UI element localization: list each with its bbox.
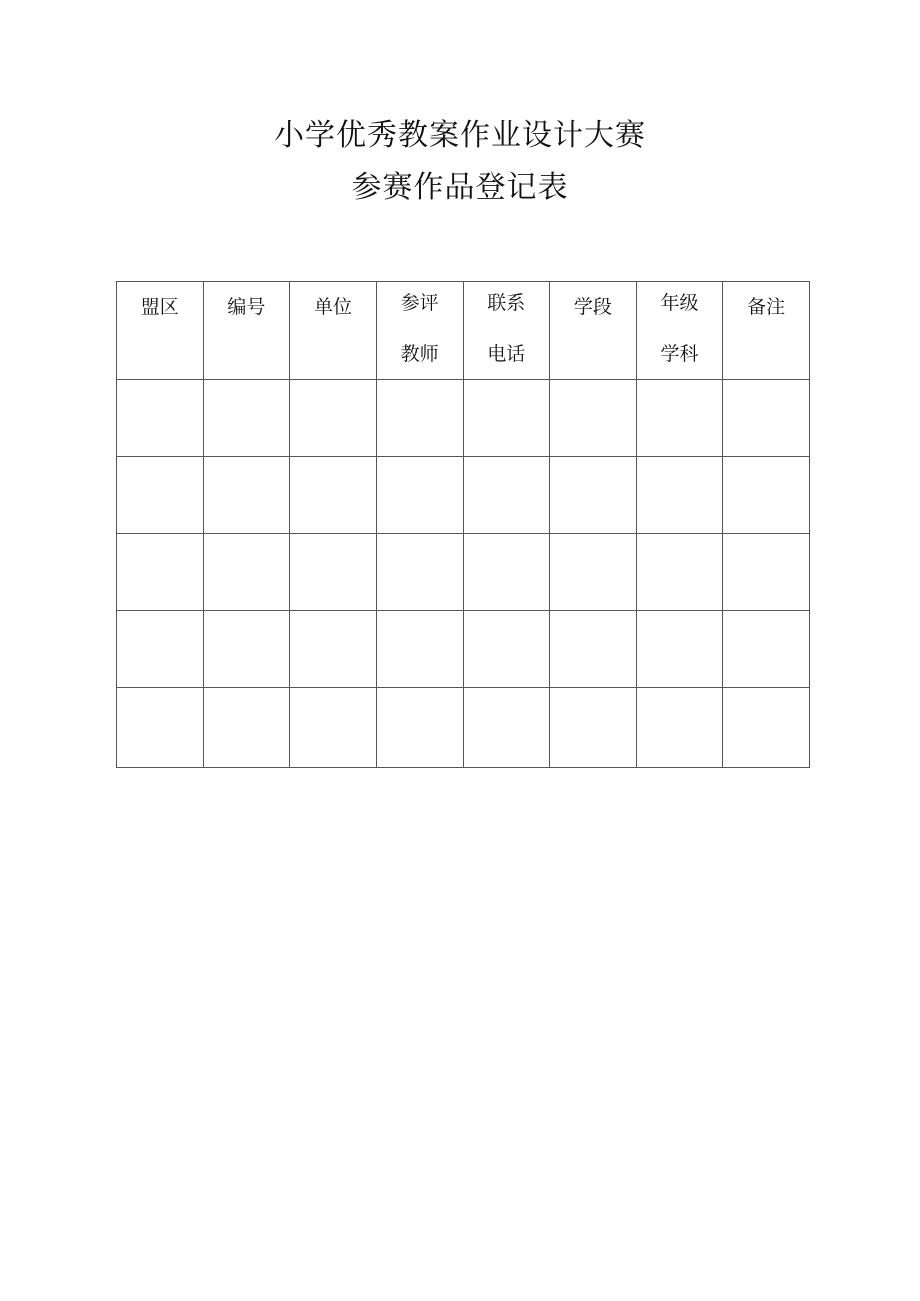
table-cell[interactable] (203, 534, 290, 611)
table-cell[interactable] (117, 457, 204, 534)
header-label: 盟区 (140, 296, 179, 318)
header-label-two-line (637, 282, 723, 367)
table-cell[interactable] (117, 534, 204, 611)
table-body (117, 380, 810, 768)
table-cell[interactable] (290, 611, 377, 688)
header-cell-unit (290, 282, 377, 380)
header-cell-teacher (376, 282, 463, 380)
table-cell[interactable] (723, 688, 810, 768)
table-cell[interactable] (117, 611, 204, 688)
table-cell[interactable] (463, 611, 550, 688)
table-cell[interactable] (550, 534, 637, 611)
header-label-line: 联系 (487, 292, 526, 314)
registration-table (116, 281, 810, 768)
table-cell[interactable] (376, 611, 463, 688)
table-cell[interactable] (550, 457, 637, 534)
header-label-two-line (377, 282, 463, 367)
header-label-line: 学科 (660, 343, 699, 365)
table-cell[interactable] (203, 457, 290, 534)
table-cell[interactable] (117, 380, 204, 457)
table-cell[interactable] (290, 380, 377, 457)
table-cell[interactable] (203, 688, 290, 768)
table-cell[interactable] (290, 688, 377, 768)
table-cell[interactable] (463, 457, 550, 534)
header-label: 学段 (573, 296, 612, 318)
table-cell[interactable] (203, 611, 290, 688)
table-cell[interactable] (376, 457, 463, 534)
document-title (0, 112, 920, 212)
table-cell[interactable] (117, 688, 204, 768)
header-cell-region (117, 282, 204, 380)
header-label-line: 参评 (400, 292, 439, 314)
header-label-line: 年级 (660, 292, 699, 314)
table-row (117, 534, 810, 611)
header-label: 编号 (227, 296, 266, 318)
table-cell[interactable] (723, 380, 810, 457)
header-label-two-line (464, 282, 550, 367)
header-label: 备注 (747, 296, 786, 318)
table-cell[interactable] (636, 457, 723, 534)
table-cell[interactable] (376, 688, 463, 768)
header-label-line: 电话 (487, 343, 526, 365)
table-cell[interactable] (376, 380, 463, 457)
header-cell-number (203, 282, 290, 380)
table-cell[interactable] (550, 611, 637, 688)
table-row (117, 688, 810, 768)
table-cell[interactable] (636, 380, 723, 457)
table-cell[interactable] (463, 380, 550, 457)
table-cell[interactable] (723, 611, 810, 688)
table-cell[interactable] (723, 457, 810, 534)
header-cell-phone (463, 282, 550, 380)
table-cell[interactable] (463, 534, 550, 611)
table-cell[interactable] (636, 688, 723, 768)
title-line-2: 参赛作品登记表 (351, 170, 569, 205)
table-cell[interactable] (203, 380, 290, 457)
table-cell[interactable] (376, 534, 463, 611)
table-cell[interactable] (636, 534, 723, 611)
table-header-row (117, 282, 810, 380)
table-cell[interactable] (463, 688, 550, 768)
header-label: 单位 (314, 296, 353, 318)
table-cell[interactable] (636, 611, 723, 688)
table-row (117, 380, 810, 457)
table-row (117, 457, 810, 534)
table-cell[interactable] (290, 534, 377, 611)
table-cell[interactable] (550, 380, 637, 457)
header-cell-grade-subject (636, 282, 723, 380)
title-line-1: 小学优秀教案作业设计大赛 (274, 118, 646, 153)
table-cell[interactable] (290, 457, 377, 534)
table-cell[interactable] (550, 688, 637, 768)
header-cell-stage (550, 282, 637, 380)
table-row (117, 611, 810, 688)
table-cell[interactable] (723, 534, 810, 611)
header-cell-remarks (723, 282, 810, 380)
header-label-line: 教师 (400, 343, 439, 365)
